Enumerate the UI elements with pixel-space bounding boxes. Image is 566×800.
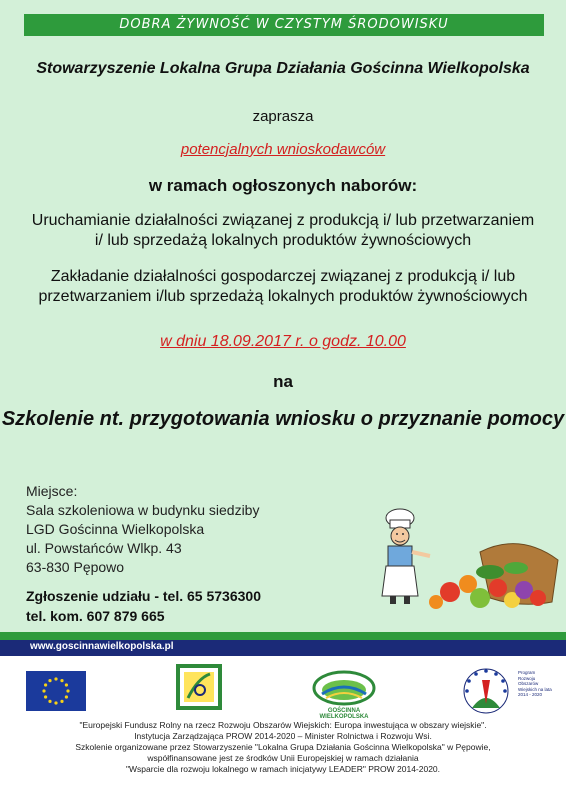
divider-bar [0, 632, 566, 640]
vegetable-basket-icon [420, 532, 560, 612]
footer-line-1: "Europejski Fundusz Rolny na rzecz Rozwoju Obszarów Wiejskich: Europa inwestująca w obszary wiejskie". [79, 720, 487, 730]
location-line-1: Sala szkoleniowa w budynku siedziby [26, 502, 260, 518]
location-line-3: ul. Powstańców Wlkp. 43 [26, 540, 182, 556]
header-banner: DOBRA ŻYWNOŚĆ W CZYSTYM ŚRODOWISKU [24, 14, 544, 36]
eu-flag-icon [26, 671, 86, 711]
footer-text [0, 720, 566, 775]
training-title: Szkolenie nt. przygotowania wniosku o przyznanie pomocy [1, 408, 565, 430]
leader-logo-icon [176, 664, 222, 710]
location-label: Miejsce: [26, 483, 78, 499]
footer-line-5: "Wsparcie dla rozwoju lokalnego w ramach inicjatywy LEADER" PROW 2014-2020. [125, 764, 441, 774]
program-2-text: Zakładanie działalności gospodarczej związanej z produkcją i/ lub przetwarzaniem i/lub sprzedażą lokalnych produktów żywnościowych [38, 268, 528, 305]
contact-phone: Zgłoszenie udziału - tel. 65 5736300 [26, 588, 261, 604]
location-block [26, 482, 259, 577]
goscinna-label: GOŚCINNA WIELKOPOLSKA [319, 708, 369, 720]
website-link[interactable]: www.goscinnawielkopolska.pl [30, 641, 174, 652]
on-text: na [273, 372, 293, 391]
invite-verb: zaprasza [252, 108, 314, 125]
prow-logo-block [460, 664, 550, 718]
event-date: w dniu 18.09.2017 r. o godz. 10.00 [160, 333, 406, 350]
goscinna-logo-icon [304, 664, 384, 708]
footer-line-4: współfinansowane jest ze środków Unii Europejskiej w ramach działania [147, 753, 419, 763]
prow-text: Program Rozwoju Obszarów Wiejskich na lata 2014 - 2020 [518, 670, 552, 697]
prow-logo-icon [460, 664, 516, 718]
location-line-2: LGD Gościnna Wielkopolska [26, 521, 205, 537]
organization-name: Stowarzyszenie Lokalna Grupa Działania Gościnna Wielkopolska [36, 60, 530, 77]
goscinna-logo-block [304, 664, 384, 718]
location-line-4: 63-830 Pępowo [26, 559, 125, 575]
contact-mobile: tel. kom. 607 879 665 [26, 608, 165, 624]
footer-line-3: Szkolenie organizowane przez Stowarzyszenie "Lokalna Grupa Działania Gościnna Wielkopolska" w Pępowie, [75, 742, 491, 752]
url-bar [0, 640, 566, 656]
audience-text: potencjalnych wnioskodawców [180, 141, 386, 158]
footer-line-2: Instytucja Zarządzająca PROW 2014-2020 – Minister Rolnictwa i Rozwoju Wsi. [134, 731, 432, 741]
contact-block [26, 586, 261, 626]
program-1-text: Uruchamianie działalności związanej z produkcją i/ lub przetwarzaniem i/ lub sprzedażą lokalnych produktów żywnościowych [31, 212, 535, 249]
context-text: w ramach ogłoszonych naborów: [148, 176, 418, 195]
